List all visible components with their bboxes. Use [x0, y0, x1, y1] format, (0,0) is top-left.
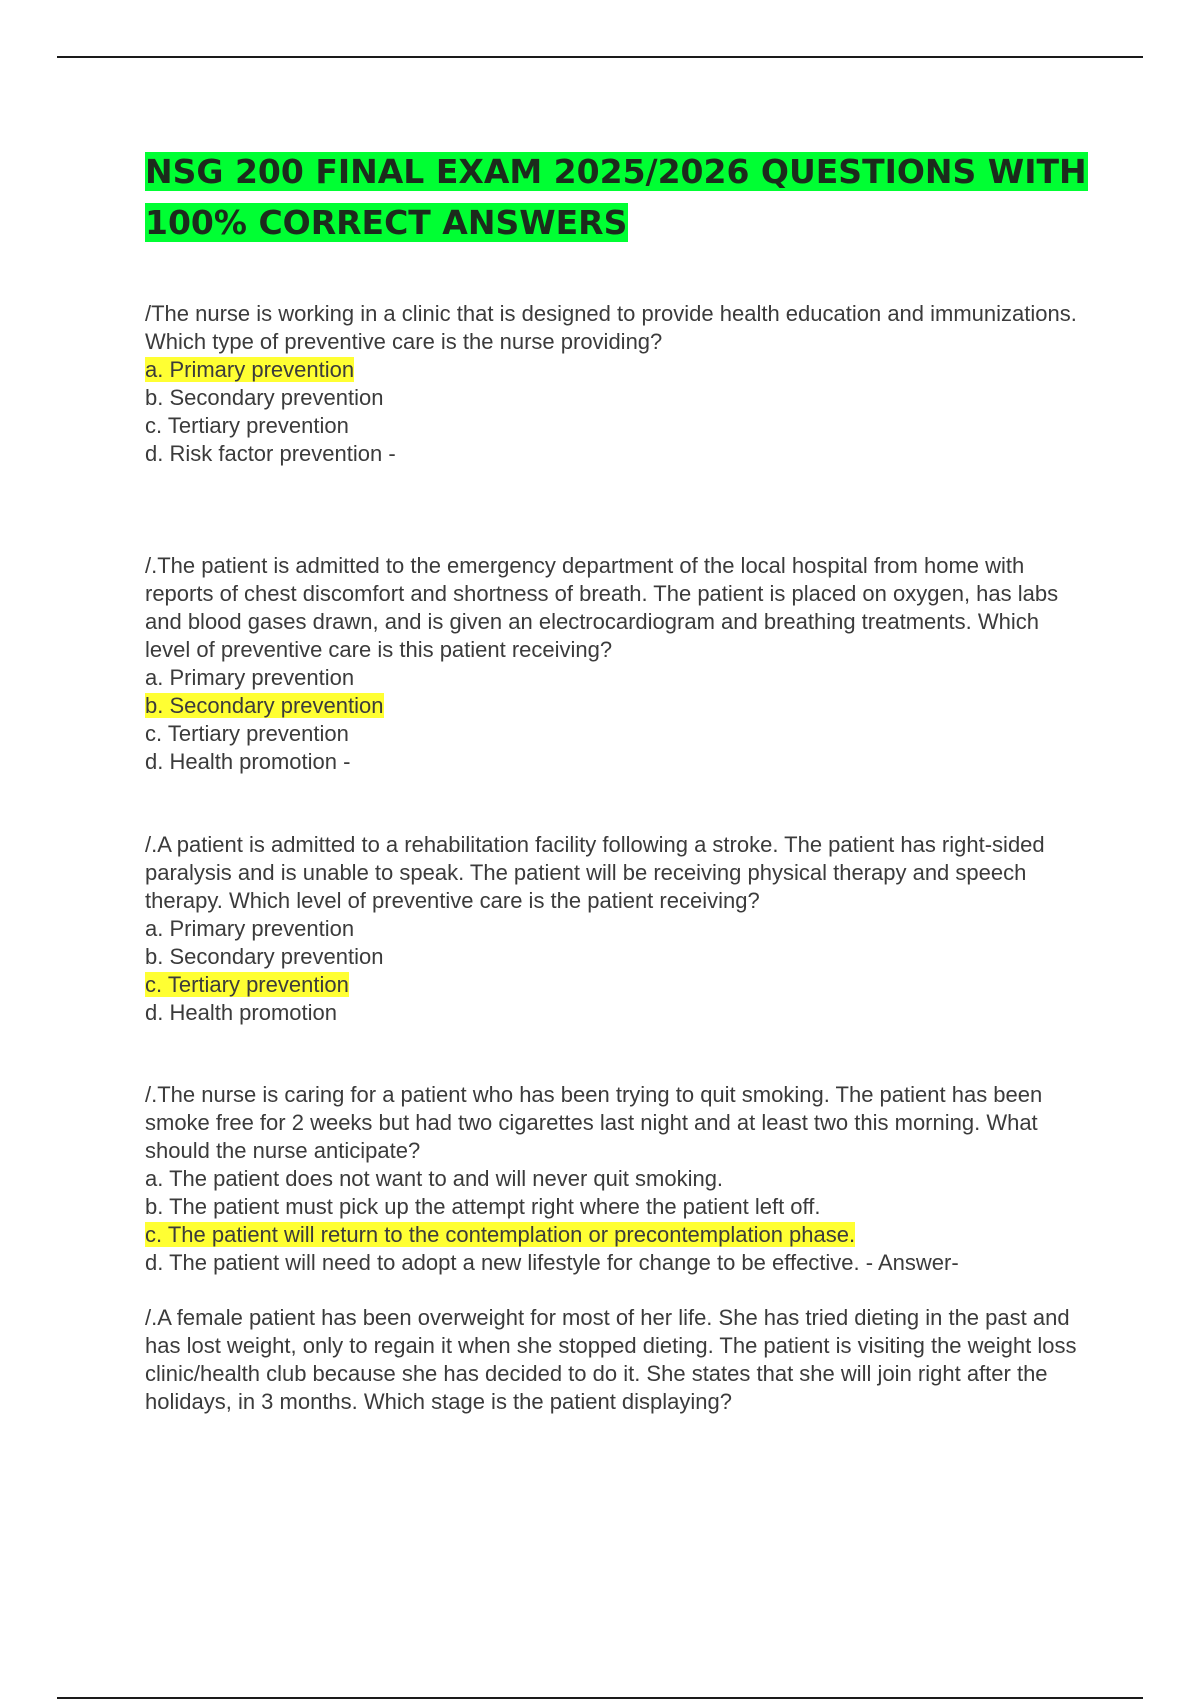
option-label: b. Secondary prevention: [145, 944, 384, 969]
question-text: /.The patient is admitted to the emergency department of the local hospital from home with reports of chest discomfort and shortness of breath. The patient is placed on oxygen, has labs and blood gases drawn, and is given an electrocardiogram and breathing treatments. Which level of preventive care is this patient receiving?: [145, 553, 1059, 662]
option-label: c. Tertiary prevention: [145, 721, 349, 746]
page-title: [145, 146, 1105, 248]
option-b: [145, 384, 1085, 412]
title-text: NSG 200 FINAL EXAM 2025/2026 QUESTIONS WITH 100% CORRECT ANSWERS: [145, 152, 1087, 242]
option-label: b. The patient must pick up the attempt right where the patient left off.: [145, 1194, 821, 1219]
option-d: [145, 748, 1085, 776]
option-label: a. Primary prevention: [145, 665, 355, 690]
option-c: [145, 720, 1085, 748]
answer-options: [145, 915, 1085, 1027]
correct-answer-highlight: c. The patient will return to the contemplation or precontemplation phase.: [145, 1222, 856, 1247]
option-label: a. Primary prevention: [145, 916, 355, 941]
option-d: [145, 1249, 1085, 1277]
question-3: [145, 831, 1085, 1027]
question-text: /.A female patient has been overweight for most of her life. She has tried dieting in the past and has lost weight, only to regain it when she stopped dieting. The patient is visiting the weight loss clinic/health club because she has decided to do it. She states that she will join right after the holidays, in 3 months. Which stage is the patient displaying?: [145, 1305, 1077, 1414]
option-label: d. Risk factor prevention -: [145, 441, 396, 466]
option-a: [145, 356, 1085, 384]
question-text: /The nurse is working in a clinic that is designed to provide health education and immunizations. Which type of preventive care is the nurse providing?: [145, 301, 1077, 354]
question-2: [145, 552, 1085, 776]
option-label: c. Tertiary prevention: [145, 413, 349, 438]
question-text: /.A patient is admitted to a rehabilitation facility following a stroke. The patient has right-sided paralysis and is unable to speak. The patient will be receiving physical therapy and speech therapy. Which level of preventive care is the patient receiving?: [145, 832, 1045, 913]
answer-options: [145, 664, 1085, 776]
option-d: [145, 999, 1085, 1027]
question-1: [145, 300, 1085, 468]
option-d: [145, 440, 1085, 468]
option-a: [145, 664, 1085, 692]
option-c: [145, 1221, 1085, 1249]
question-5: [145, 1304, 1085, 1416]
option-label: b. Secondary prevention: [145, 385, 384, 410]
question-4: [145, 1081, 1085, 1277]
question-text: /.The nurse is caring for a patient who has been trying to quit smoking. The patient has been smoke free for 2 weeks but had two cigarettes last night and at least two this morning. What should the nurse anticipate?: [145, 1082, 1043, 1163]
option-b: [145, 1193, 1085, 1221]
correct-answer-highlight: a. Primary prevention: [145, 357, 355, 382]
option-c: [145, 971, 1085, 999]
option-a: [145, 1165, 1085, 1193]
option-c: [145, 412, 1085, 440]
option-b: [145, 943, 1085, 971]
bottom-rule: [57, 1697, 1143, 1699]
option-label: a. The patient does not want to and will never quit smoking.: [145, 1166, 724, 1191]
answer-options: [145, 356, 1085, 468]
option-label: d. The patient will need to adopt a new lifestyle for change to be effective. - Answer-: [145, 1250, 959, 1275]
correct-answer-highlight: b. Secondary prevention: [145, 693, 384, 718]
correct-answer-highlight: c. Tertiary prevention: [145, 972, 349, 997]
option-label: d. Health promotion -: [145, 749, 351, 774]
option-a: [145, 915, 1085, 943]
option-b: [145, 692, 1085, 720]
option-label: d. Health promotion: [145, 1000, 337, 1025]
answer-options: [145, 1165, 1085, 1277]
top-rule: [57, 56, 1143, 58]
